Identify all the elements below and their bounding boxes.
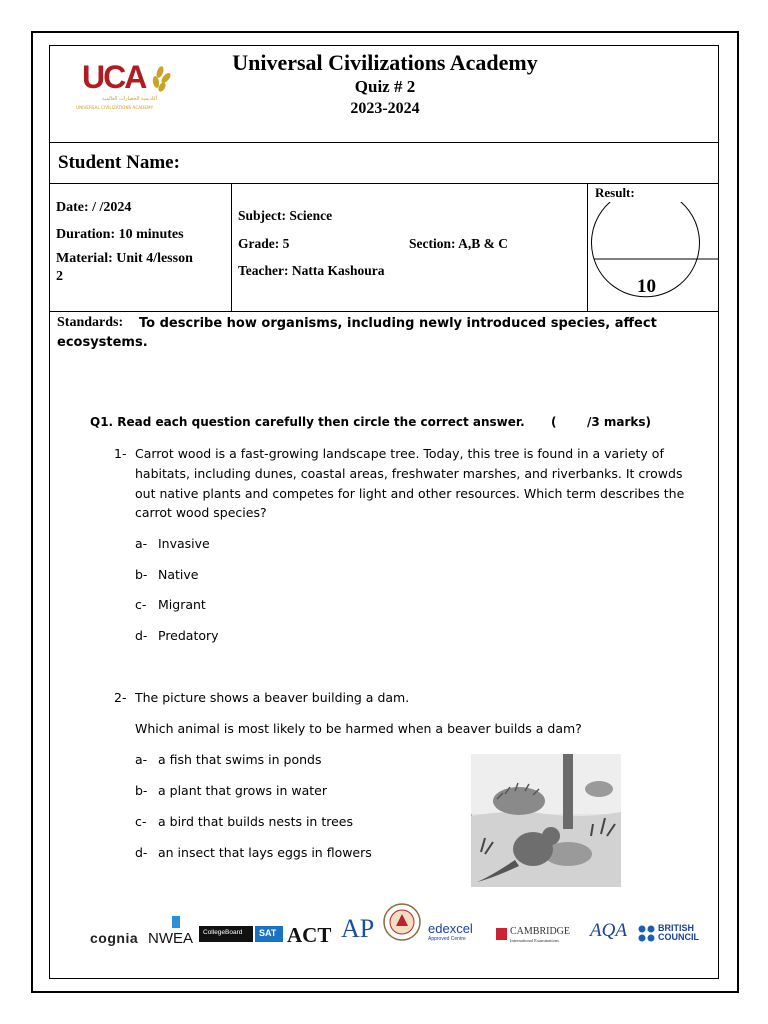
option-d[interactable]	[135, 628, 219, 643]
standards-label: Standards:	[57, 315, 124, 330]
marks-total: /3 marks)	[587, 415, 652, 429]
section-field: Section: A,B & C	[409, 236, 508, 251]
british-council-line1: BRITISH	[658, 923, 694, 933]
sat-text: SAT	[259, 928, 277, 938]
ap-logo: AP	[341, 914, 375, 943]
option-text: a bird that builds nests in trees	[158, 814, 353, 829]
option-text: a fish that swims in ponds	[158, 752, 322, 767]
question-text: The picture shows a beaver building a dam.	[135, 690, 410, 705]
question-text: habitats, including dunes, coastal areas, freshwater marshes, and riverbanks. It crowds	[135, 466, 683, 481]
q1-instruction: Q1. Read each question carefully then circle the correct answer.	[90, 415, 525, 429]
school-year: 2023-2024	[350, 100, 420, 117]
collegeboard-text: CollegeBoard	[203, 929, 243, 936]
material-field-cont: 2	[56, 269, 63, 284]
ministry-seal-icon	[382, 902, 422, 942]
standards-row	[50, 312, 718, 396]
result-total: 10	[637, 276, 656, 297]
cambridge-shield-icon	[496, 928, 507, 940]
option-letter: a-	[135, 536, 148, 551]
option-text: an insect that lays eggs in flowers	[158, 845, 372, 860]
option-letter: a-	[135, 752, 148, 767]
cognia-logo: cognia	[90, 930, 139, 946]
option-c[interactable]	[135, 814, 353, 829]
subject-field: Subject: Science	[238, 208, 333, 223]
grade-field: Grade: 5	[238, 236, 290, 251]
option-letter: b-	[135, 567, 148, 582]
cambridge-logo: CAMBRIDGE	[510, 926, 571, 937]
question-text: Carrot wood is a fast-growing landscape tree. Today, this tree is found in a variety of	[135, 446, 664, 461]
standards-text: To describe how organisms, including newly introduced species, affect	[139, 316, 657, 331]
british-council-line2: COUNCIL	[658, 932, 699, 942]
school-logo	[62, 54, 180, 114]
date-field: Date: / /2024	[56, 200, 132, 215]
school-title: Universal Civilizations Academy	[232, 50, 538, 75]
option-d[interactable]	[135, 845, 372, 860]
question-text: Which animal is most likely to be harmed when a beaver builds a dam?	[135, 721, 582, 736]
nwea-bar-icon	[172, 916, 180, 928]
teacher-field: Teacher: Natta Kashoura	[238, 263, 385, 278]
sat-badge	[255, 926, 283, 942]
option-text: Invasive	[158, 536, 210, 551]
nwea-logo: NWEA	[148, 930, 193, 947]
cambridge-subtitle: International Examinations	[510, 938, 559, 943]
edexcel-subtitle: Approved Centre	[428, 936, 466, 942]
student-name-label: Student Name:	[58, 152, 180, 173]
option-text: a plant that grows in water	[158, 783, 327, 798]
option-letter: d-	[135, 845, 148, 860]
material-field: Material: Unit 4/lesson	[56, 251, 193, 266]
logo-arabic: أكاديمية الحضارات العالمية	[102, 96, 158, 102]
option-b[interactable]	[135, 567, 199, 582]
option-text: Native	[158, 567, 199, 582]
british-council-dots-icon	[638, 925, 656, 943]
option-letter: c-	[135, 597, 147, 612]
option-letter: d-	[135, 628, 148, 643]
option-letter: b-	[135, 783, 148, 798]
aqa-logo: AQA	[590, 920, 627, 941]
beaver-dam-illustration	[471, 754, 621, 887]
option-a[interactable]	[135, 752, 322, 767]
option-text: Migrant	[158, 597, 206, 612]
quiz-number: Quiz # 2	[354, 77, 416, 96]
collegeboard-badge	[199, 926, 253, 942]
option-b[interactable]	[135, 783, 327, 798]
result-label: Result:	[595, 185, 635, 200]
duration-field: Duration: 10 minutes	[56, 227, 184, 242]
option-c[interactable]	[135, 597, 206, 612]
logo-subtitle: UNIVERSAL CIVILIZATIONS ACADEMY	[76, 105, 154, 110]
svg-text:UCA: UCA	[82, 59, 146, 95]
option-letter: c-	[135, 814, 147, 829]
option-text: Predatory	[158, 628, 219, 643]
question-number: 1-	[114, 446, 127, 461]
act-logo: ACT	[287, 923, 332, 947]
option-a[interactable]	[135, 536, 210, 551]
british-council-logo	[658, 924, 699, 942]
divider	[231, 184, 232, 311]
standards-text-cont: ecosystems.	[57, 335, 148, 350]
divider	[587, 184, 588, 311]
question-text: out native plants and competes for light and other resources. Which term describes the	[135, 486, 685, 501]
quiz-header	[50, 46, 718, 143]
question-text: carrot wood species?	[135, 505, 267, 520]
accreditation-logos	[88, 898, 708, 960]
marks-open: (	[551, 415, 557, 429]
edexcel-logo: edexcel	[428, 921, 473, 936]
info-block	[50, 184, 718, 312]
question-number: 2-	[114, 690, 127, 705]
student-name-row	[50, 143, 718, 184]
